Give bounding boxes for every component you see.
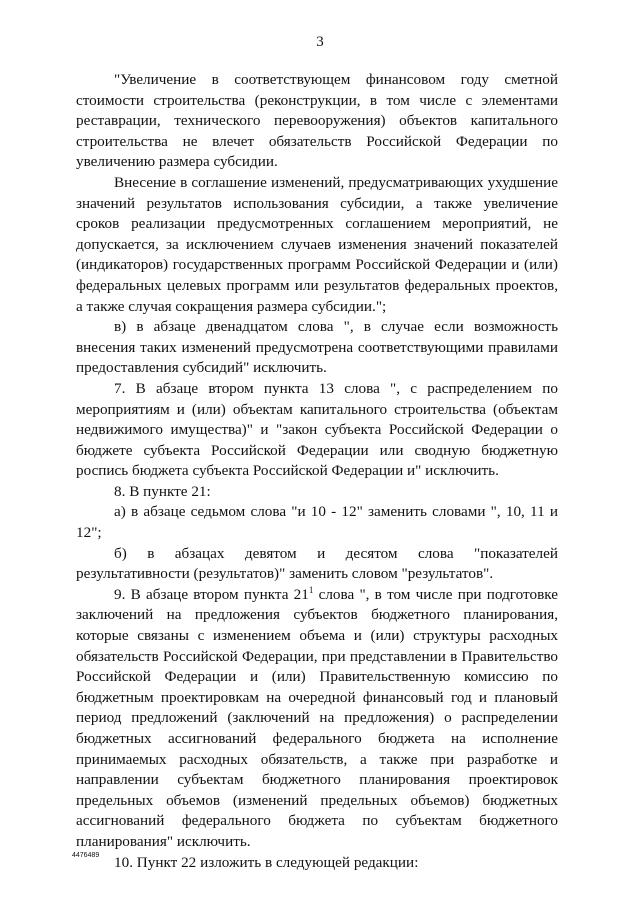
paragraph-item-8b: б) в абзацах девятом и десятом слова "показателей результативности (результатов)" заменить словом "результатов".	[76, 544, 558, 583]
paragraph-item-10: 10. Пункт 22 изложить в следующей редакции:	[114, 853, 419, 871]
paragraph-item-8: 8. В пункте 21:	[114, 482, 211, 500]
document-id: 4476489	[72, 852, 100, 859]
paragraph-item-8a: а) в абзаце седьмом слова "и 10 - 12" заменить словами ", 10, 11 и 12";	[76, 503, 558, 542]
paragraph-item-v: в) в абзаце двенадцатом слова ", в случае если возможность внесения таких изменений предусмотрена соответствующими правилами предоставления субсидий" исключить.	[76, 318, 558, 377]
paragraph-item-9	[76, 585, 558, 853]
paragraph-agreement-changes: Внесение в соглашение изменений, предусматривающих ухудшение значений результатов использования субсидии, а также увеличение сроков реализации предусмотренных соглашением мероприятий, не допускается, за исключением случаев изменения значений показателей (индикаторов) государственных программ Российской Федерации и (или) федеральных целевых программ или результатов федеральных проектов, а также случая сокращения размера субсидии.";	[76, 173, 558, 315]
document-body	[76, 70, 558, 873]
page-number: 3	[316, 34, 324, 50]
paragraph-subsidy-increase: "Увеличение в соответствующем финансовом году сметной стоимости строительства (реконструкции, в том числе с элементами реставрации, технического перевооружения) объектов капитального строительства не влечет обязательств Российской Федерации по увеличению размера субсидии.	[76, 71, 558, 171]
paragraph-item-9-start: 9. В абзаце втором пункта 21	[114, 585, 309, 603]
paragraph-item-9-rest: слова ", в том числе при подготовке заключений на предложения субъектов бюджетного планирования, которые связаны с изменением объема и (или) структуры расходных обязательств Российской Федерации, при представлении в Правительство Российской Федерации и (или) Правительственную комиссию по бюджетным проектировкам на очередной финансовый год и плановый период предложений (заключений на предложения) о распределении бюджетных ассигнований федерального бюджета на исполнение принимаемых расходных обязательств, а также при разработке и направлении субъектам бюджетного планирования проектировок предельных объемов (изменений предельных объемов) бюджетных ассигнований федерального бюджета по субъектам бюджетного планирования" исключить.	[76, 585, 558, 850]
paragraph-item-7: 7. В абзаце втором пункта 13 слова ", с распределением по мероприятиям и (или) объектам капитального строительства (объектам недвижимого имущества)" и "закон субъекта Российской Федерации о бюджете субъекта Российской Федерации или сводную бюджетную роспись бюджета субъекта Российской Федерации и" исключить.	[76, 379, 558, 480]
superscript-number: 1	[308, 584, 314, 595]
